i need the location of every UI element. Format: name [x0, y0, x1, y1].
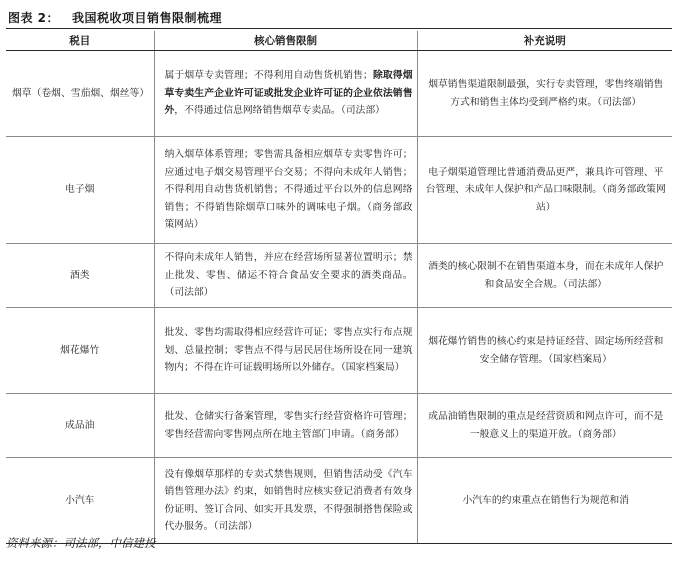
tax-item-cell: 烟花爆竹: [6, 308, 154, 394]
table-header-row: [6, 31, 672, 51]
core-restriction-text-part: 属于烟草专卖管理；不得利用自动售货机销售；: [164, 70, 373, 82]
table-row-tobacco: [6, 51, 672, 137]
tax-item-cell: 成品油: [6, 394, 154, 458]
note-text: 酒类的核心限制不在销售渠道本身，而在未成年人保护和食品安全合规。（司法部）: [428, 261, 664, 290]
core-restriction-cell: [154, 51, 417, 137]
core-restriction-text: 批发、仓储实行备案管理，零售实行经营资格许可管理；零售经营需向零售网点所在地主管部门申请。（商务部）: [164, 411, 413, 440]
core-restriction-text-part: ，不得通过信息网络销售烟草专卖品。（司法部）: [174, 105, 385, 117]
core-restriction-text: [165, 70, 413, 116]
note-cell: [417, 458, 672, 544]
note-text: 成品油销售限制的重点是经营资质和网点许可，而不是一般意义上的渠道开放。（商务部）: [428, 411, 664, 440]
note-text: 小汽车的约束重点在销售行为规范和消: [462, 494, 630, 506]
note-cell: [417, 51, 672, 137]
source-note: 资料来源：司法部，中信建投: [6, 536, 156, 550]
column-header-note: 补充说明: [417, 31, 672, 51]
core-restriction-text: 没有像烟草那样的专卖式禁售规则，但销售活动受《汽车销售管理办法》约束，如销售时应核实登记消费者有效身份证明、签订合同、如实开具发票，不得强制搭售保险或代办服务。（司法部）: [164, 468, 413, 532]
note-cell: [417, 244, 672, 308]
core-restriction-cell: [154, 394, 417, 458]
table-row-fireworks: [6, 308, 672, 394]
note-cell: [417, 394, 672, 458]
column-header-core-restriction: 核心销售限制: [154, 31, 417, 51]
figure-title: 我国税收项目销售限制梳理: [72, 11, 223, 25]
table-row-refined-oil: [6, 394, 672, 458]
core-restriction-text: 纳入烟草体系管理；零售需具备相应烟草专卖零售许可；应通过电子烟交易管理平台交易；不得向未成年人销售；不得利用自动售货机销售；不得通过平台以外的信息网络销售；不得销售除烟草口味外的调味电子烟。（商务部政策网站）: [164, 149, 413, 231]
core-restriction-cell: [154, 458, 417, 544]
core-restriction-cell: [154, 244, 417, 308]
tax-sales-restriction-table: [6, 31, 672, 544]
tax-item-cell: 烟草（卷烟、雪茄烟、烟丝等）: [6, 51, 154, 137]
table-row-car: [6, 458, 672, 544]
figure-number: 图表 2：: [8, 11, 60, 25]
note-text: 烟花爆竹销售的核心约束是持证经营、固定场所经营和安全储存管理。（国家档案局）: [428, 336, 664, 365]
note-text: 烟草销售渠道限制最强，实行专卖管理，零售终端销售方式和销售主体均受到严格约束。（司法部）: [428, 79, 664, 108]
figure-title-bar: [6, 6, 672, 29]
table-row-liquor: [6, 244, 672, 308]
core-restriction-cell: [154, 308, 417, 394]
note-cell: [417, 137, 672, 244]
core-restriction-text: 不得向未成年人销售，并应在经营场所显著位置明示；禁止批发、零售、储运不符合食品安全要求的酒类商品。（司法部）: [164, 252, 413, 299]
table-row-e-cigarette: [6, 137, 672, 244]
tax-item-cell: 电子烟: [6, 137, 154, 244]
tax-item-cell: 小汽车: [6, 458, 154, 544]
note-text: 电子烟渠道管理比普通消费品更严，兼具许可管理、平台管理、未成年人保护和产品口味限制。（商务部政策网站）: [425, 166, 666, 213]
core-restriction-emphasis: 除取得烟草专卖生产企业许可证或批发企业许可证的企业依法销售外: [164, 70, 413, 117]
tax-item-cell: 酒类: [6, 244, 154, 308]
core-restriction-text: 批发、零售均需取得相应经营许可证；零售点实行布点规划、总量控制；零售点不得与居民居住场所设在同一建筑物内；不得在许可证载明场所以外储存。（国家档案局）: [164, 327, 413, 374]
note-cell: [417, 308, 672, 394]
core-restriction-cell: [154, 137, 417, 244]
column-header-tax-item: 税目: [6, 31, 154, 51]
